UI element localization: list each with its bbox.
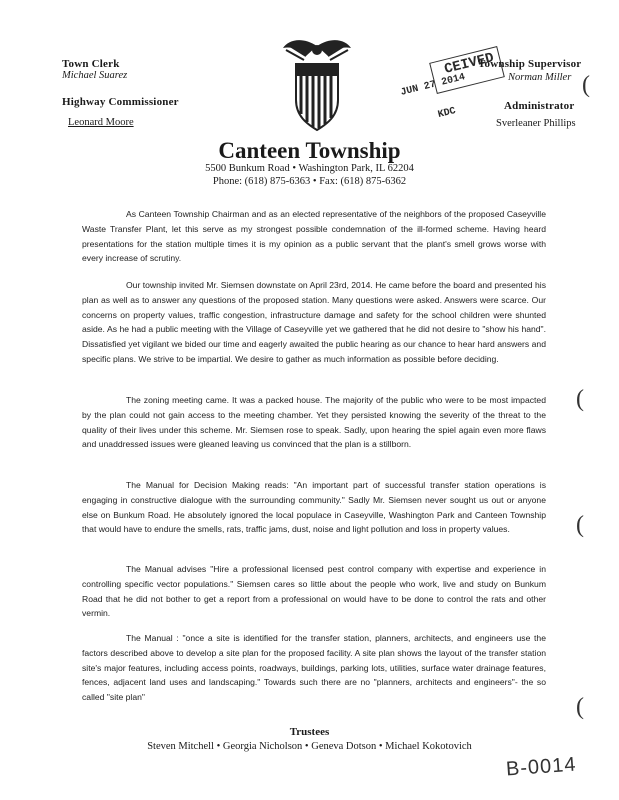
received-stamp-date: JUN 27 2014	[399, 72, 467, 99]
margin-mark: (	[576, 386, 584, 412]
paragraph: The Manual advises "Hire a professional licensed pest control company with expertise and experience in controlling specific vector populations." Siemsen cares so little about the people who work, live and study on Bunkum Road that he did not bother to get a report from a professional on would have to be done to control the rats and other vermin.	[82, 564, 546, 619]
township-seal-icon	[282, 34, 352, 132]
trustees-label: Trustees	[289, 726, 330, 738]
margin-mark: (	[576, 512, 584, 538]
paragraph: The zoning meeting came. It was a packed house. The majority of the public who were to be most impacted by the plan could not gain access to the meeting chamber. Yet they persisted knowing the severity of the threat to the quality of their lives under this scheme. Mr. Siemsen rose to speak. Sadly, upon hearing the spiel again even more flaws and unaddressed issues were gleaned leaving us convinced that the plan is a stillborn.	[82, 395, 546, 450]
clerk-title: Town Clerk	[62, 58, 120, 70]
paragraph: The Manual : "once a site is identified for the transfer station, planners, architects, and engineers use the factors described above to develop a site plan for the proposed facility. A site plan shows the layout of the transfer station site's major features, including access points, roadways, buildings, parking lots, utilities, surface water drainage features, fences, adjacent land uses and landscaping." Towards such there are no "planners, architects and engineers"- the so called "site plan"	[82, 633, 546, 703]
paragraph: Our township invited Mr. Siemsen downstate on April 23rd, 2014. He came before the board and presented his plan as well as to answer any questions of the proposed station. Many questions were asked. Answers were scarce. Our concerns on property values, traffic congestion, infrastructure damage and safety for the school children were shunted aside. As he had a public meeting with the Village of Caseyville yet we gathered that he did not desire to "show his hand". Dissatisfied yet vigilant we bided our time and eagerly awaited the public hearing as our chance to hear hard answers and specific plans. We strive to be impartial. We desire to gather as much information as possible before deciding.	[82, 280, 546, 364]
paragraph: As Canteen Township Chairman and as an elected representative of the neighbors of the proposed Caseyville Waste Transfer Plant, let this serve as my strongest possible condemnation of the ill-formed scheme. Having heard presentations for the station multiple times it is my opinion as a public servant that the plant's smell grows worse with every increase of scrutiny.	[82, 209, 546, 264]
supervisor-title: Township Supervisor	[478, 58, 582, 70]
address: 5500 Bunkum Road • Washington Park, IL 62204	[205, 163, 414, 174]
highway-commissioner-name: Leonard Moore	[68, 117, 134, 128]
phone-fax: Phone: (618) 875-6363 • Fax: (618) 875-6362	[212, 176, 407, 187]
margin-mark: (	[576, 694, 584, 720]
margin-mark: (	[582, 72, 590, 98]
administrator-title: Administrator	[504, 100, 575, 112]
paragraph: The Manual for Decision Making reads: "An important part of successful transfer station operations is engaging in constructive dialogue with the surrounding community." Sadly Mr. Siemsen never sought us out or anyone else on Bunkum Road. He absolutely ignored the local populace in Caseyville, Washington Park and Canteen Township that would have to endure the smells, rats, traffic jams, dust, noise and light pollution and loss in property values.	[82, 480, 546, 535]
administrator-name: Sverleaner Phillips	[496, 118, 576, 129]
trustees-names: Steven Mitchell • Georgia Nicholson • Geneva Dotson • Michael Kokotovich	[147, 741, 472, 752]
clerk-name: Michael Suarez	[62, 70, 128, 81]
document-number: B-0014	[505, 753, 578, 781]
page-title: Canteen Township	[218, 138, 401, 163]
received-stamp-label: CEIVED	[442, 50, 496, 78]
received-stamp-initials: KDC	[436, 105, 458, 122]
supervisor-name: Norman Miller	[508, 72, 572, 83]
highway-commissioner-title: Highway Commissioner	[62, 96, 179, 108]
